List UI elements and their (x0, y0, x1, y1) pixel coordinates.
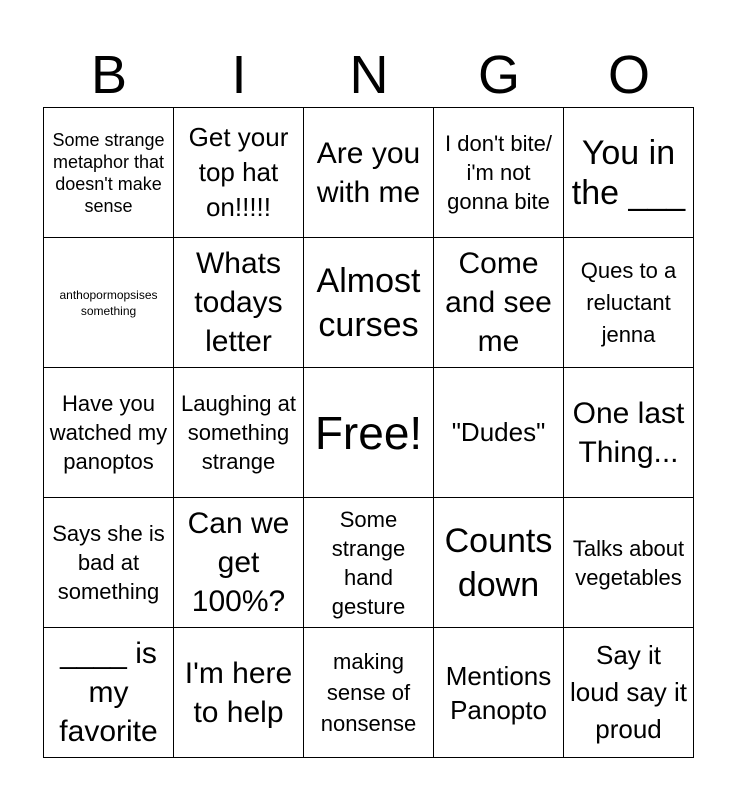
cell-text: Counts down (444, 521, 553, 604)
cell-text: Say it loud say it proud (569, 640, 688, 744)
cell-text: making sense of nonsense (320, 649, 417, 736)
bingo-cell-r3-c0[interactable] (44, 498, 174, 628)
cell-text: Get your top hat on!!!!! (188, 122, 289, 222)
bingo-cell-r0-c0[interactable] (44, 108, 174, 238)
bingo-cell-r4-c3[interactable] (434, 628, 564, 758)
bingo-cell-r1-c1[interactable] (174, 238, 304, 368)
bingo-cell-r1-c0[interactable] (44, 238, 174, 368)
cell-text: Almost curses (316, 261, 421, 344)
bingo-cell-r3-c2[interactable] (304, 498, 434, 628)
bingo-cell-r2-c0[interactable] (44, 368, 174, 498)
bingo-cell-r2-c1[interactable] (174, 368, 304, 498)
cell-text: Mentions Panopto (445, 660, 552, 725)
bingo-cell-r4-c2[interactable] (304, 628, 434, 758)
bingo-cell-r3-c1[interactable] (174, 498, 304, 628)
bingo-cell-r1-c2[interactable] (304, 238, 434, 368)
bingo-board (43, 107, 694, 758)
bingo-cell-r1-c3[interactable] (434, 238, 564, 368)
bingo-header (44, 42, 694, 108)
header-letter-o: O (607, 45, 650, 105)
header-letter-n: N (349, 45, 389, 105)
bingo-cell-r4-c4[interactable] (564, 628, 694, 758)
bingo-cell-r2-c4[interactable] (564, 368, 694, 498)
free-space: Free! (314, 406, 423, 459)
bingo-cell-r4-c1[interactable] (174, 628, 304, 758)
bingo-cell-r0-c1[interactable] (174, 108, 304, 238)
cell-text: Some strange hand gesture (331, 506, 406, 619)
header-letter-b: B (90, 45, 128, 105)
cell-text: Whats todays letter (194, 247, 283, 358)
header-letter-i: I (231, 45, 247, 105)
bingo-cell-r4-c0[interactable] (44, 628, 174, 758)
cell-text: "Dudes" (451, 417, 546, 447)
cell-text: Laughing at something strange (181, 391, 296, 474)
cell-text: Ques to a reluctant jenna (580, 257, 677, 347)
bingo-cell-r0-c2[interactable] (304, 108, 434, 238)
cell-text: I don't bite/ i'm not gonna bite (445, 131, 552, 214)
cell-text: ____ is my favorite (59, 637, 158, 748)
cell-text: You in the ___ (571, 133, 686, 212)
cell-text: I'm here to help (184, 656, 293, 729)
cell-text: Have you watched my panoptos (49, 391, 168, 474)
cell-text: One last Thing... (572, 396, 685, 469)
cell-text: Are you with me (316, 136, 421, 209)
bingo-cell-r3-c4[interactable] (564, 498, 694, 628)
bingo-cell-r2-c3[interactable] (434, 368, 564, 498)
bingo-cell-r2-c2[interactable] (304, 368, 434, 498)
bingo-cell-r0-c3[interactable] (434, 108, 564, 238)
bingo-cell-r3-c3[interactable] (434, 498, 564, 628)
cell-text: Talks about vegetables (572, 535, 685, 590)
header-letter-g: G (477, 45, 520, 105)
cell-text: anthopormopsises something (59, 287, 158, 318)
cell-text: Says she is bad at something (52, 521, 165, 604)
cell-text: Can we get 100%? (187, 507, 290, 618)
cell-text: Come and see me (445, 247, 552, 358)
bingo-cell-r1-c4[interactable] (564, 238, 694, 368)
bingo-cell-r0-c4[interactable] (564, 108, 694, 238)
cell-text: Some strange metaphor that doesn't make sense (52, 129, 165, 216)
